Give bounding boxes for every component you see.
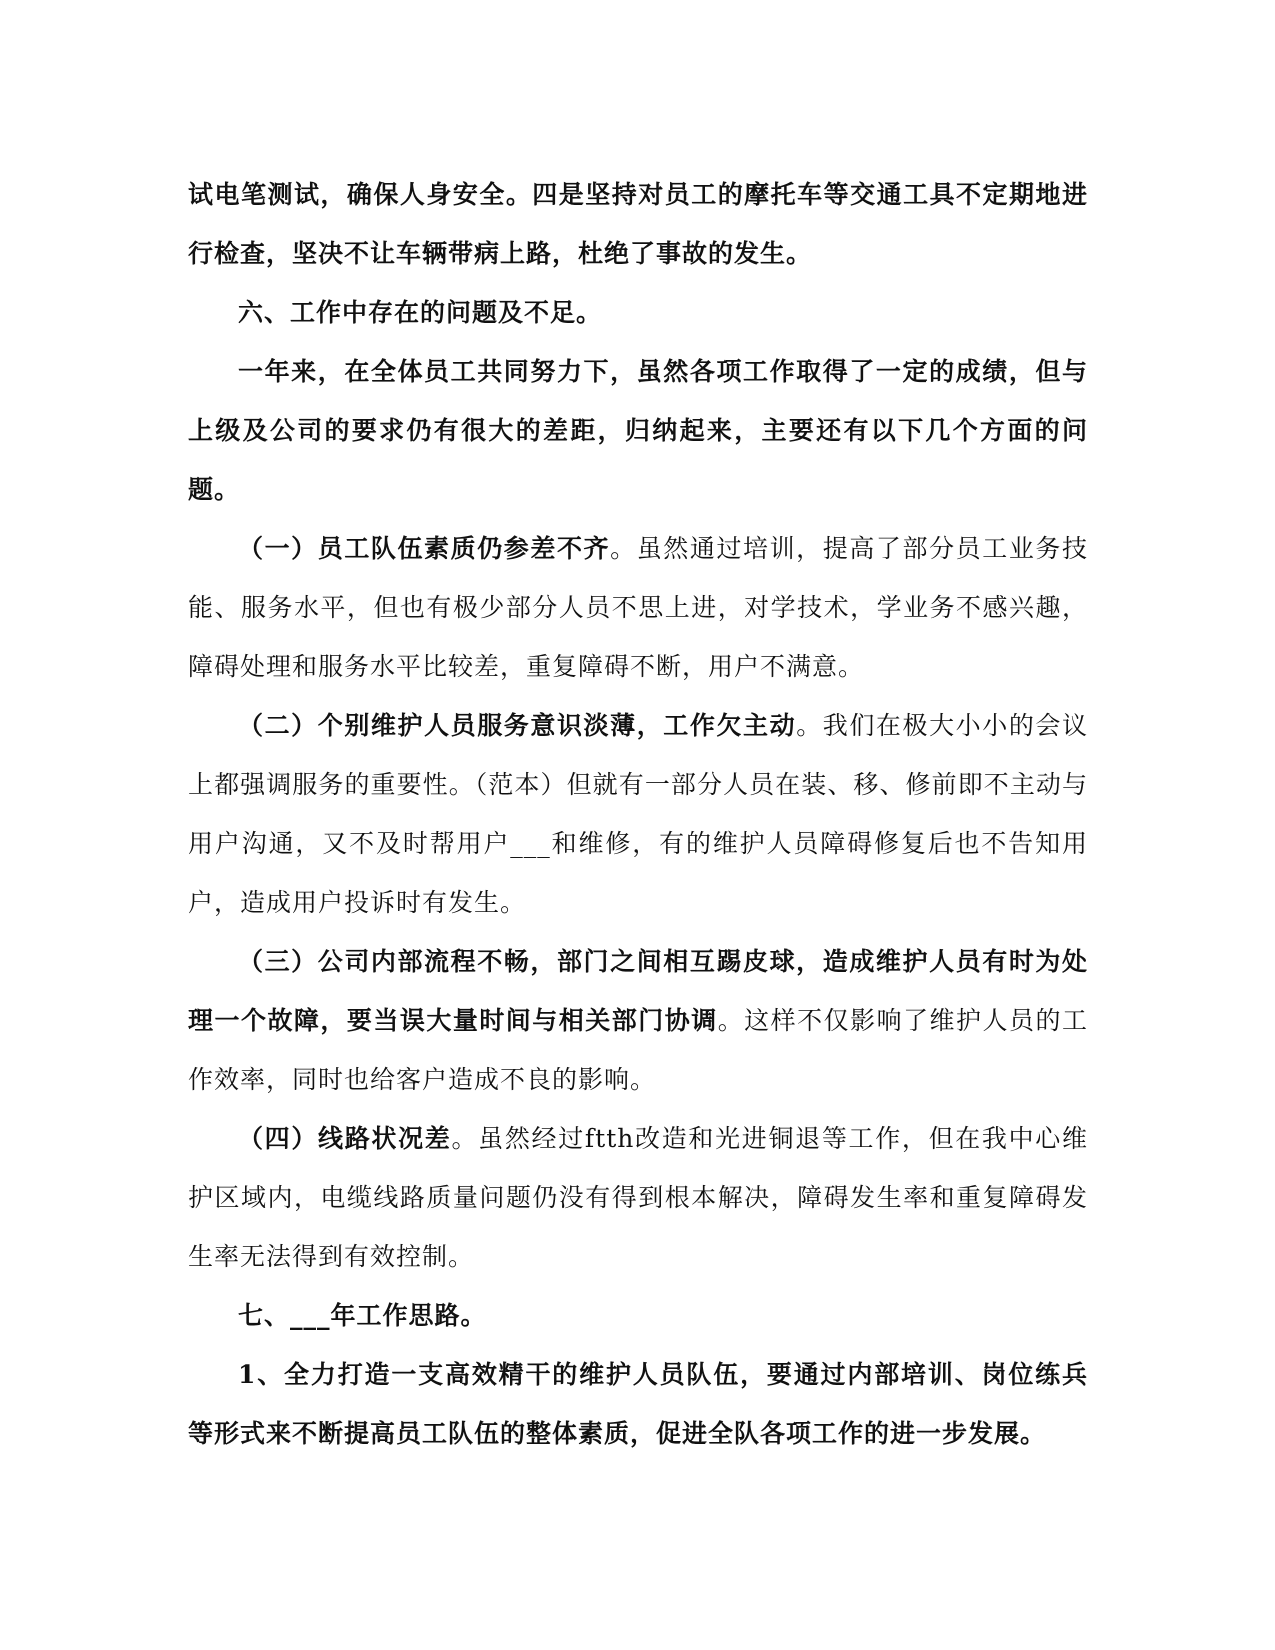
problem-4-text: 。虽然经过ftth改造和光进铜退等工作，但在我中心维护区域内，电缆线路质量问题仍没有得到根本解决，障碍发生率和重复障碍发生率无法得到有效控制。	[188, 1124, 1088, 1271]
paragraph-safety-checks	[188, 165, 1088, 283]
paragraph-problem-1	[188, 519, 1088, 696]
paragraph-problem-3	[188, 932, 1088, 1109]
problem-4-heading: （四）线路状况差	[238, 1124, 452, 1153]
section-heading-problems	[188, 283, 1088, 342]
paragraph-text: 1、全力打造一支高效精干的维护人员队伍，要通过内部培训、岗位练兵等形式来不断提高员工队伍的整体素质，促进全队各项工作的进一步发展。	[188, 1360, 1088, 1448]
document-body	[188, 165, 1088, 1463]
problem-3-heading: （三）公司内部流程不畅，部门之间相互踢皮球，造成维护人员有时为处理一个故障，要当误大量时间与相关部门协调	[188, 947, 1088, 1035]
paragraph-text: 七、___年工作思路。	[238, 1301, 487, 1330]
paragraph-plan-item-1	[188, 1345, 1088, 1463]
paragraph-text: 六、工作中存在的问题及不足。	[238, 298, 603, 327]
paragraph-year-summary	[188, 342, 1088, 519]
problem-2-text: 。我们在极大小小的会议上都强调服务的重要性。（范本）但就有一部分人员在装、移、修前即不主动与用户沟通，又不及时帮用户___和维修，有的维护人员障碍修复后也不告知用户，造成用户投诉时有发生。	[188, 711, 1088, 917]
problem-1-text: 。虽然通过培训，提高了部分员工业务技能、服务水平，但也有极少部分人员不思上进，对学技术，学业务不感兴趣，障碍处理和服务水平比较差，重复障碍不断，用户不满意。	[188, 534, 1088, 681]
problem-3-text: 。这样不仅影响了维护人员的工作效率，同时也给客户造成不良的影响。	[188, 1006, 1088, 1094]
paragraph-problem-2	[188, 696, 1088, 932]
paragraph-text: 试电笔测试，确保人身安全。四是坚持对员工的摩托车等交通工具不定期地进行检查，坚决不让车辆带病上路，杜绝了事故的发生。	[188, 180, 1088, 268]
problem-2-heading: （二）个别维护人员服务意识淡薄，工作欠主动	[238, 711, 797, 740]
section-heading-work-plan	[188, 1286, 1088, 1345]
paragraph-problem-4	[188, 1109, 1088, 1286]
paragraph-text: 一年来，在全体员工共同努力下，虽然各项工作取得了一定的成绩，但与上级及公司的要求仍有很大的差距，归纳起来，主要还有以下几个方面的问题。	[188, 357, 1088, 504]
problem-1-heading: （一）员工队伍素质仍参差不齐	[238, 534, 611, 563]
